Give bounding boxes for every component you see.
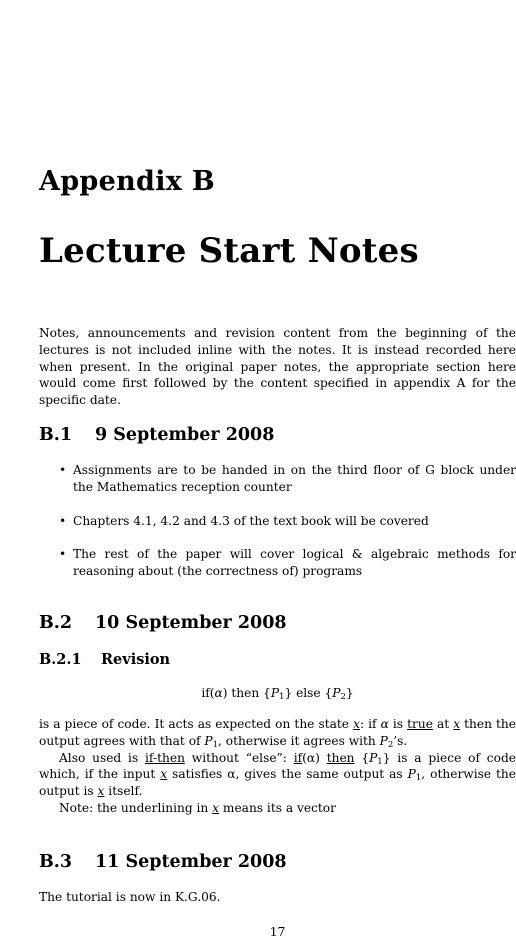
b1-bullet-list [39,462,516,597]
page-number: 17 [269,925,286,939]
section-number: B.3 [39,852,73,872]
b2-body [39,716,516,817]
bullet-icon: • [59,547,67,562]
display-formula: if(α) then $\{P_1\}$ else $\{P_2\}$ [201,686,354,702]
subsection-title: Revision [101,651,171,668]
intro-paragraph: Notes, announcements and revision content from the beginning of the lectures is not included inline with the notes. It is instead recorded here when present. In the original paper notes, the appropriate section here would come first followed by the content specified in appendix A for the specific date. [39,326,516,408]
section-number: B.2 [39,613,73,633]
b2-paragraph-2: Also used is if-then without “else”: if(α) then $\{P_1\}$ is a piece of code which, if the input x satisfies α, gives the same output as $P_1$, otherwise the output is x itself. [39,750,516,799]
b3-paragraph: The tutorial is now in K.G.06. [39,890,221,904]
appendix-label: Appendix B [39,166,215,197]
bullet-icon: • [59,463,67,477]
section-heading-b2 [39,613,287,633]
section-title: 9 September 2008 [95,425,275,445]
subsection-number: B.2.1 [39,651,82,668]
b2-paragraph-1: is a piece of code. It acts as expected on the state x: if α is true at x then the output agrees with that of $P_1$, otherwise it agrees with $P_2’s$. [39,717,516,750]
list-item: • Chapters 4.1, 4.2 and 4.3 of the text book will be covered [59,513,429,528]
chapter-title: Lecture Start Notes [39,231,419,271]
bullet-icon: • [59,513,67,528]
section-title: 10 September 2008 [95,613,287,633]
section-heading-b3 [39,852,287,872]
section-number: B.1 [39,425,73,445]
section-title: 11 September 2008 [95,852,287,872]
list-item: • Assignments are to be handed in on the third floor of G block under the Mathematics reception counter [59,463,516,494]
section-heading-b1 [39,425,274,445]
list-item: • The rest of the paper will cover logical & algebraic methods for reasoning about (the correctness of) programs [59,547,516,579]
b2-note: Note: the underlining in x means its a vector [59,800,336,815]
subsection-heading-b21 [39,651,170,668]
